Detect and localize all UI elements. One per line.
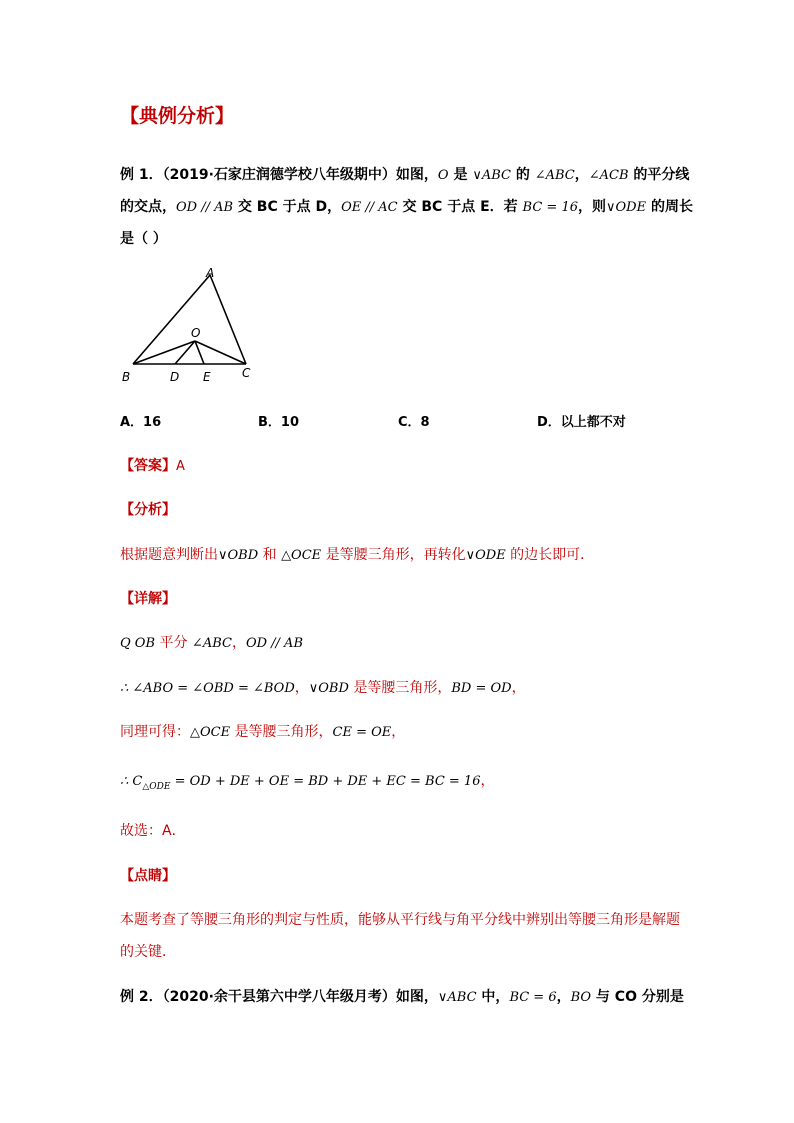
ex1-angle-abc: ∠ABC bbox=[534, 168, 575, 183]
analysis-tri-oce: △OCE bbox=[281, 548, 322, 563]
ex1-point-o: O bbox=[437, 168, 449, 183]
analysis-a: 根据题意判断出 bbox=[120, 547, 218, 563]
ex1-question-line2 bbox=[120, 196, 693, 216]
ex1-l2-a: 的交点， bbox=[120, 199, 176, 215]
ex1-l2-i: ．若 bbox=[489, 199, 523, 215]
answer-line bbox=[120, 455, 185, 475]
label-o: O bbox=[191, 326, 201, 340]
detail-l2-f: ， bbox=[511, 680, 526, 696]
analysis-tri-ode: ∨ODE bbox=[465, 548, 506, 563]
section-title: 【典例分析】 bbox=[120, 105, 235, 127]
detail-l2-a: ∴ ∠ABO = ∠OBD = ∠BOD bbox=[120, 681, 295, 696]
comment-line2: 的关键． bbox=[120, 944, 176, 960]
analysis-b: 和 bbox=[258, 547, 282, 563]
ex2-condition-bc: BC = 6 bbox=[509, 990, 557, 1005]
option-d: D．以上都不对 bbox=[537, 415, 626, 430]
detail-line5: 故选：A． bbox=[120, 823, 186, 839]
detail-l2-d: 是等腰三角形， bbox=[348, 680, 452, 696]
ex1-l2-e: ， bbox=[327, 199, 342, 215]
ex1-prefix: 例 1．（2019·石家庄润德学校八年级期中）如图， bbox=[120, 167, 438, 183]
ex1-condition-bc: BC = 16 bbox=[522, 200, 578, 215]
comment-line1: 本题考查了等腰三角形的判定与性质，能够从平行线与角平分线中辨别出等腰三角形是解题 bbox=[120, 912, 680, 928]
label-a: A bbox=[206, 266, 215, 280]
option-b: B．10 bbox=[258, 415, 299, 430]
ex1-angle-acb: ∠ACB bbox=[588, 168, 629, 183]
ex2-prefix: 例 2．（2020·余干县第六中学八年级月考）如图， bbox=[120, 989, 438, 1005]
detail-l3-e: ， bbox=[391, 724, 406, 740]
detail-l4-sub: △ODE bbox=[142, 781, 171, 792]
detail-l1-d: ， bbox=[231, 635, 246, 651]
comment-tag: 【点睛】 bbox=[120, 868, 176, 884]
ex1-l2-d: D bbox=[315, 199, 328, 215]
ex1-l2-bc2: BC bbox=[421, 199, 443, 215]
detail-line1 bbox=[120, 632, 303, 652]
detail-l3-a: 同理可得： bbox=[120, 724, 190, 740]
option-c: C．8 bbox=[398, 415, 430, 430]
detail-l1-a: Q OB bbox=[120, 636, 156, 651]
detail-line3 bbox=[120, 721, 405, 741]
ex1-triangle-abc: ∨ABC bbox=[472, 168, 511, 183]
answer-tag: 【答案】 bbox=[120, 458, 176, 474]
ex1-text-of: 的 bbox=[510, 167, 535, 183]
analysis-tri-obd: ∨OBD bbox=[218, 548, 259, 563]
detail-l1-e: OD // AB bbox=[245, 636, 303, 651]
detail-line2 bbox=[120, 677, 526, 697]
ex1-l2-k: 的周长 bbox=[646, 199, 693, 215]
detail-tag: 【详解】 bbox=[120, 591, 176, 607]
label-e: E bbox=[203, 370, 211, 384]
ex2-question-line1 bbox=[120, 986, 684, 1006]
ex2-sep: ， bbox=[556, 989, 571, 1005]
ex2-bo: BO bbox=[570, 990, 592, 1005]
ex2-mid: 中， bbox=[476, 989, 510, 1005]
detail-l2-c: ∨OBD bbox=[308, 681, 349, 696]
ex1-l2-b: 交 bbox=[233, 199, 257, 215]
analysis-d: 的边长即可． bbox=[505, 547, 595, 563]
ex1-text-is: 是 bbox=[448, 167, 473, 183]
ex1-triangle-ode: ∨ODE bbox=[606, 200, 647, 215]
ex1-l2-bc1: BC bbox=[256, 199, 278, 215]
detail-l4-a: ∴ C bbox=[120, 774, 143, 789]
ex1-parallel-oe-ac: OE // AC bbox=[341, 200, 398, 215]
detail-line4 bbox=[120, 770, 494, 792]
ex1-figure bbox=[118, 265, 258, 385]
ex1-question-line1 bbox=[120, 164, 689, 184]
detail-l1-c: ∠ABC bbox=[191, 636, 232, 651]
detail-l4-b: = OD + DE + OE = BD + DE + EC = BC = 16 bbox=[170, 774, 481, 789]
detail-l2-e: BD = OD bbox=[451, 681, 512, 696]
label-d: D bbox=[170, 370, 180, 384]
detail-l3-c: 是等腰三角形， bbox=[230, 724, 333, 740]
ex1-comma: ， bbox=[574, 167, 589, 183]
detail-l3-b: △OCE bbox=[190, 725, 231, 740]
detail-l1-b: 平分 bbox=[155, 635, 192, 651]
answer-value: A bbox=[176, 459, 185, 474]
ex2-triangle-abc: ∨ABC bbox=[437, 990, 477, 1005]
label-c: C bbox=[242, 366, 251, 380]
ex1-l2-g: 于点 bbox=[442, 199, 481, 215]
ex1-l2-h: E bbox=[480, 199, 490, 215]
ex1-l2-j: ，则 bbox=[578, 199, 606, 215]
analysis-tag: 【分析】 bbox=[120, 502, 176, 518]
option-a: A．16 bbox=[120, 415, 162, 430]
ex1-question-line3: 是（ ） bbox=[120, 231, 167, 247]
detail-l4-c: ， bbox=[480, 773, 495, 789]
label-b: B bbox=[122, 370, 131, 384]
ex1-l2-f: 交 bbox=[397, 199, 422, 215]
analysis-text bbox=[120, 544, 594, 564]
ex2-tail: 与 CO 分别是 bbox=[591, 989, 684, 1005]
detail-l3-d: CE = OE bbox=[332, 725, 392, 740]
ex1-l2-c: 于点 bbox=[277, 199, 316, 215]
analysis-c: 是等腰三角形，再转化 bbox=[321, 547, 466, 563]
ex1-parallel-od-ab: OD // AB bbox=[176, 200, 234, 215]
ex1-text-bisector: 的平分线 bbox=[628, 167, 690, 183]
detail-l2-b: ， bbox=[294, 680, 309, 696]
